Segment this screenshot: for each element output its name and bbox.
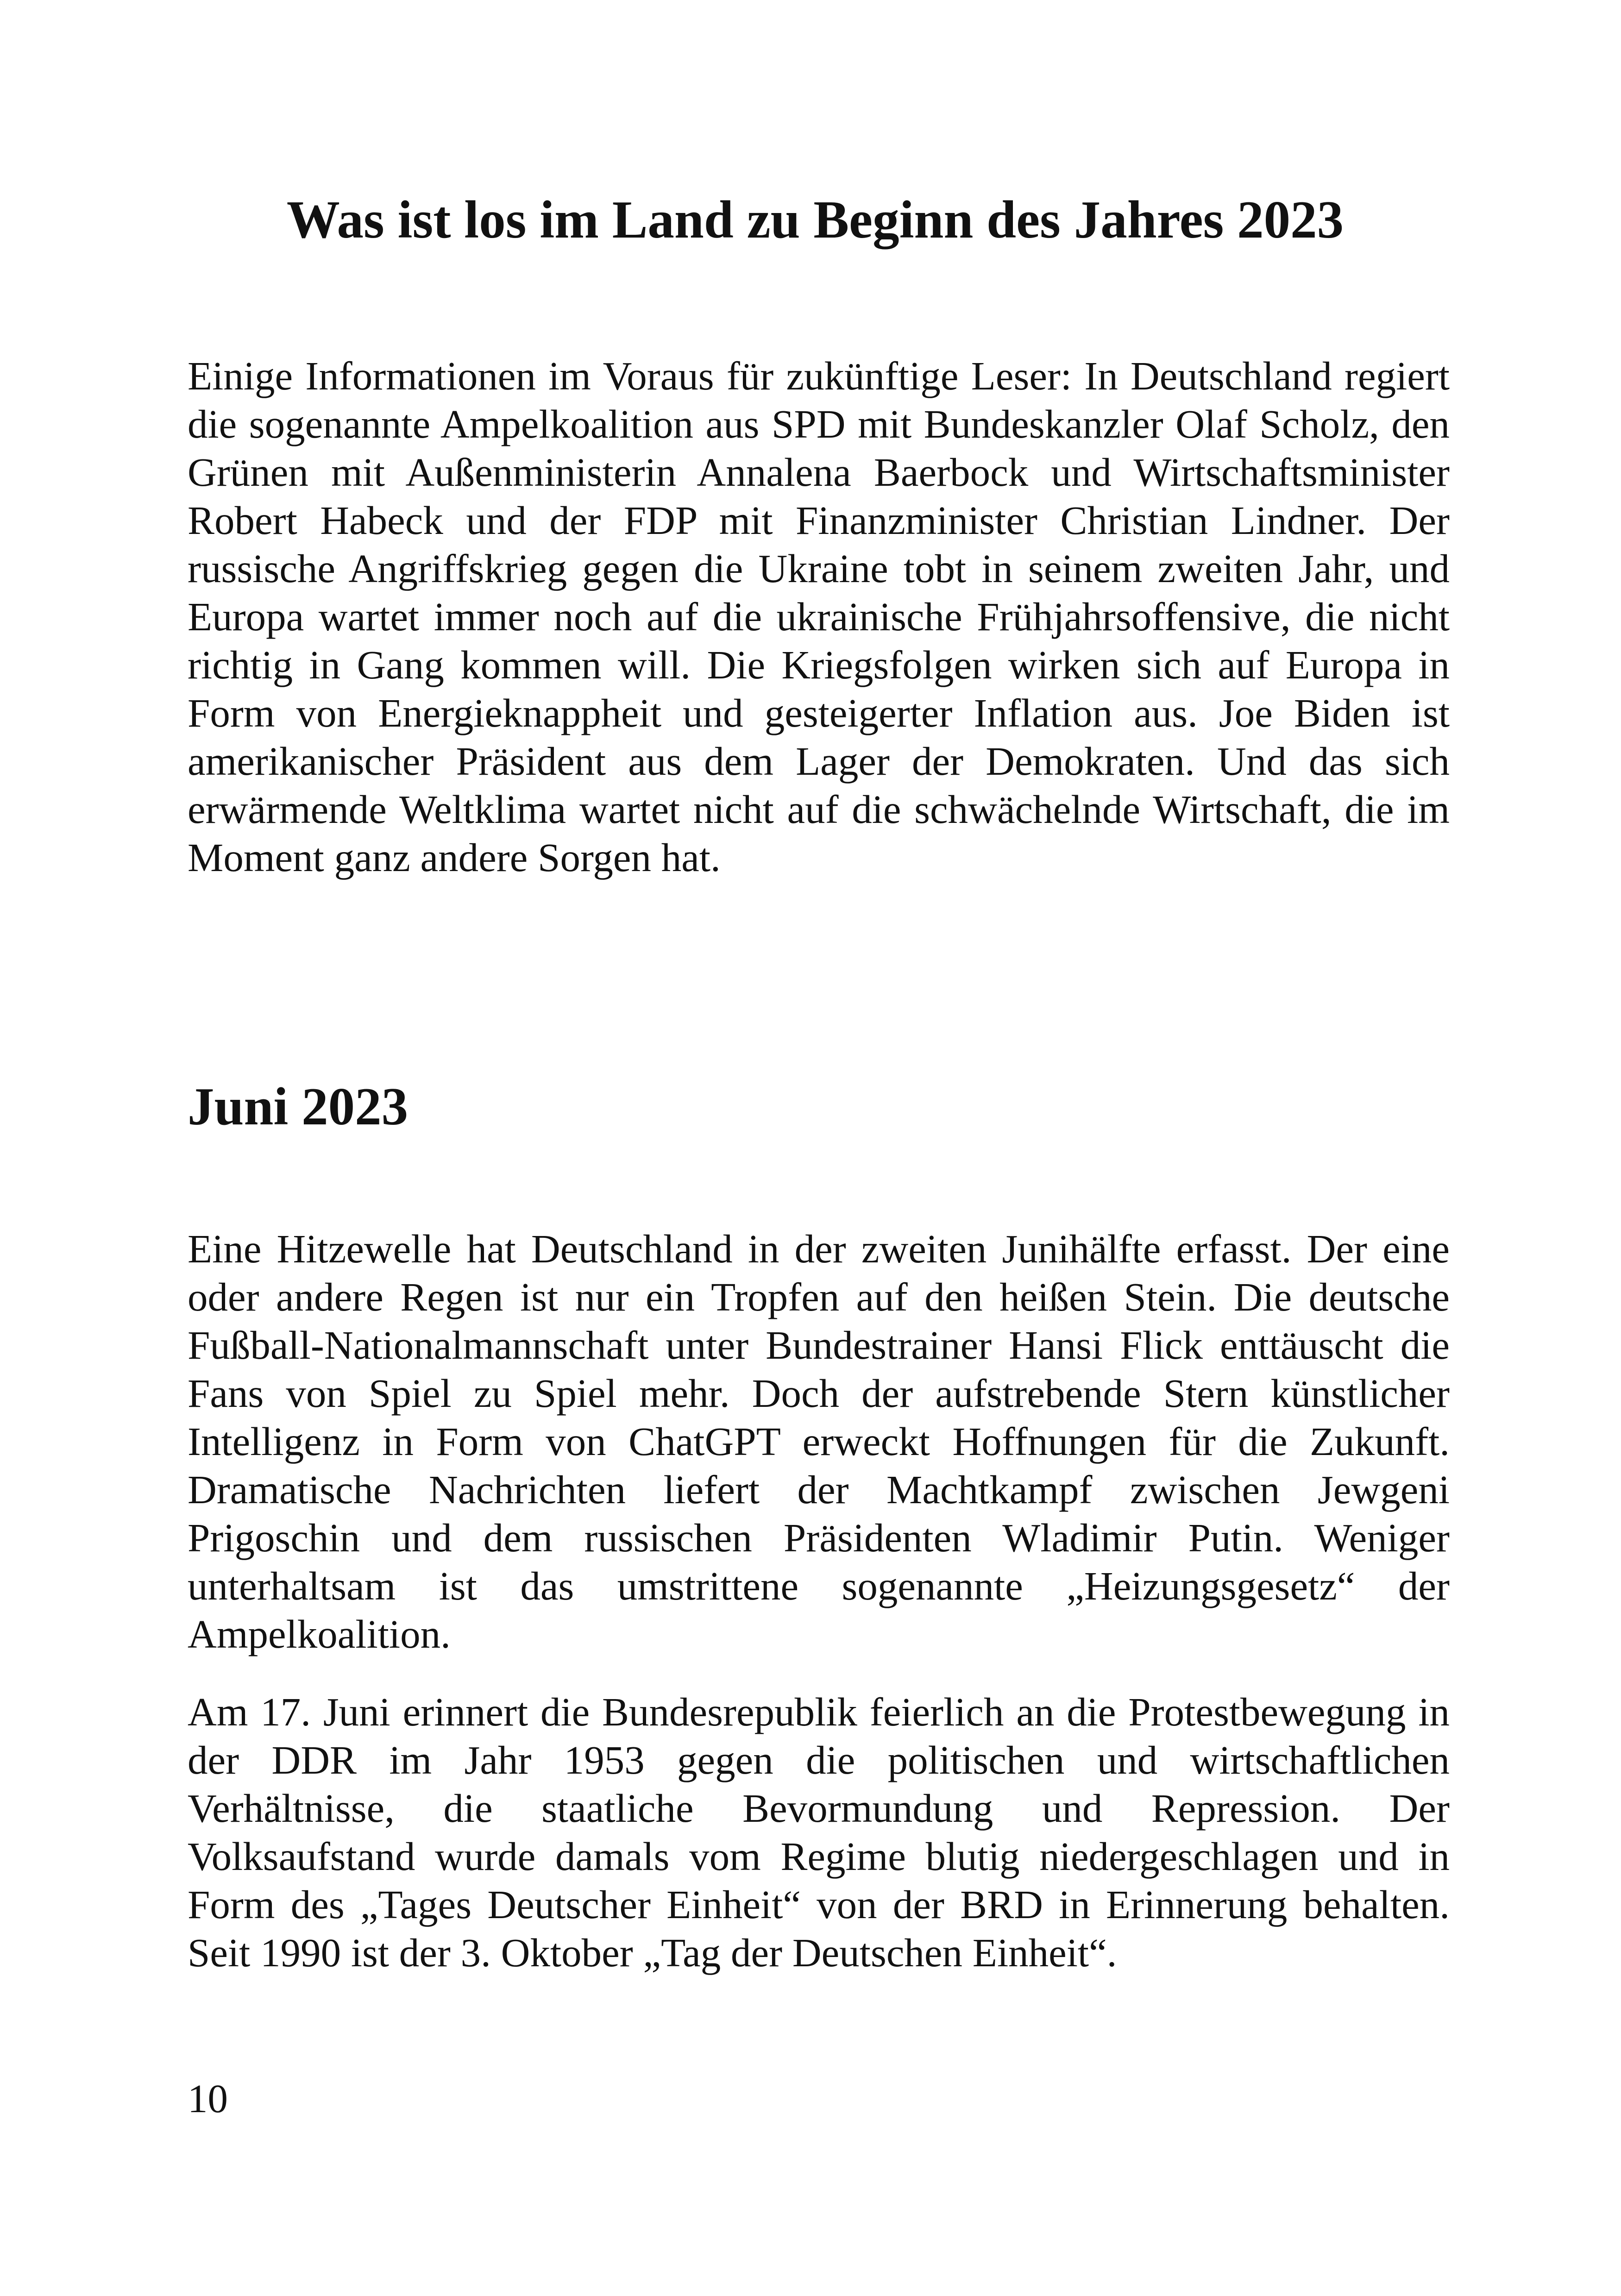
- body-paragraph: Am 17. Juni erinnert die Bundesrepublik feierlich an die Protestbewegung in der DDR im Jahr 1953 gegen die politischen und wirtschaftlichen Verhältnisse, die staatliche Bevormundung und Repression. Der Volksaufstand wurde damals vom Regime blutig niedergeschlagen und in Form des „Tages Deutscher Einheit“ von der BRD in Erinnerung behalten. Seit 1990 ist der 3. Oktober „Tag der Deutschen Einheit“.: [188, 1689, 1450, 1975]
- section-heading: Juni 2023: [188, 1077, 408, 1136]
- chapter-title: Was ist los im Land zu Beginn des Jahres 2023: [286, 190, 1344, 249]
- body-paragraph: Eine Hitzewelle hat Deutschland in der zweiten Junihälfte erfasst. Der eine oder andere Regen ist nur ein Tropfen auf den heißen Stein. Die deutsche Fußball-Nationalmannschaft unter Bundestrainer Hansi Flick enttäuscht die Fans von Spiel zu Spiel mehr. Doch der aufstrebende Stern künstlicher Intelligenz in Form von ChatGPT erweckt Hoffnungen für die Zukunft. Dramatische Nachrichten liefert der Machtkampf zwischen Jewgeni Prigoschin und dem russischen Präsidenten Wladimir Putin. Weniger unterhaltsam ist das umstrittene sogenannte „Heizungsgesetz“ der Ampelkoalition.: [188, 1226, 1450, 1656]
- page-number: 10: [188, 2076, 228, 2121]
- intro-paragraph: Einige Informationen im Voraus für zukünftige Leser: In Deutschland regiert die sogenannte Ampelkoalition aus SPD mit Bundeskanzler Olaf Scholz, den Grünen mit Außenministerin Annalena Baerbock und Wirtschaftsminister Robert Habeck und der FDP mit Finanzminister Christian Lindner. Der russische Angriffskrieg gegen die Ukraine tobt in seinem zweiten Jahr, und Europa wartet immer noch auf die ukrainische Frühjahrsoffensive, die nicht richtig in Gang kommen will. Die Kriegsfolgen wirken sich auf Europa in Form von Energieknappheit und gesteigerter Inflation aus. Joe Biden ist amerikanischer Präsident aus dem Lager der Demokraten. Und das sich erwärmende Weltklima wartet nicht auf die schwächelnde Wirtschaft, die im Moment ganz andere Sorgen hat.: [188, 353, 1450, 880]
